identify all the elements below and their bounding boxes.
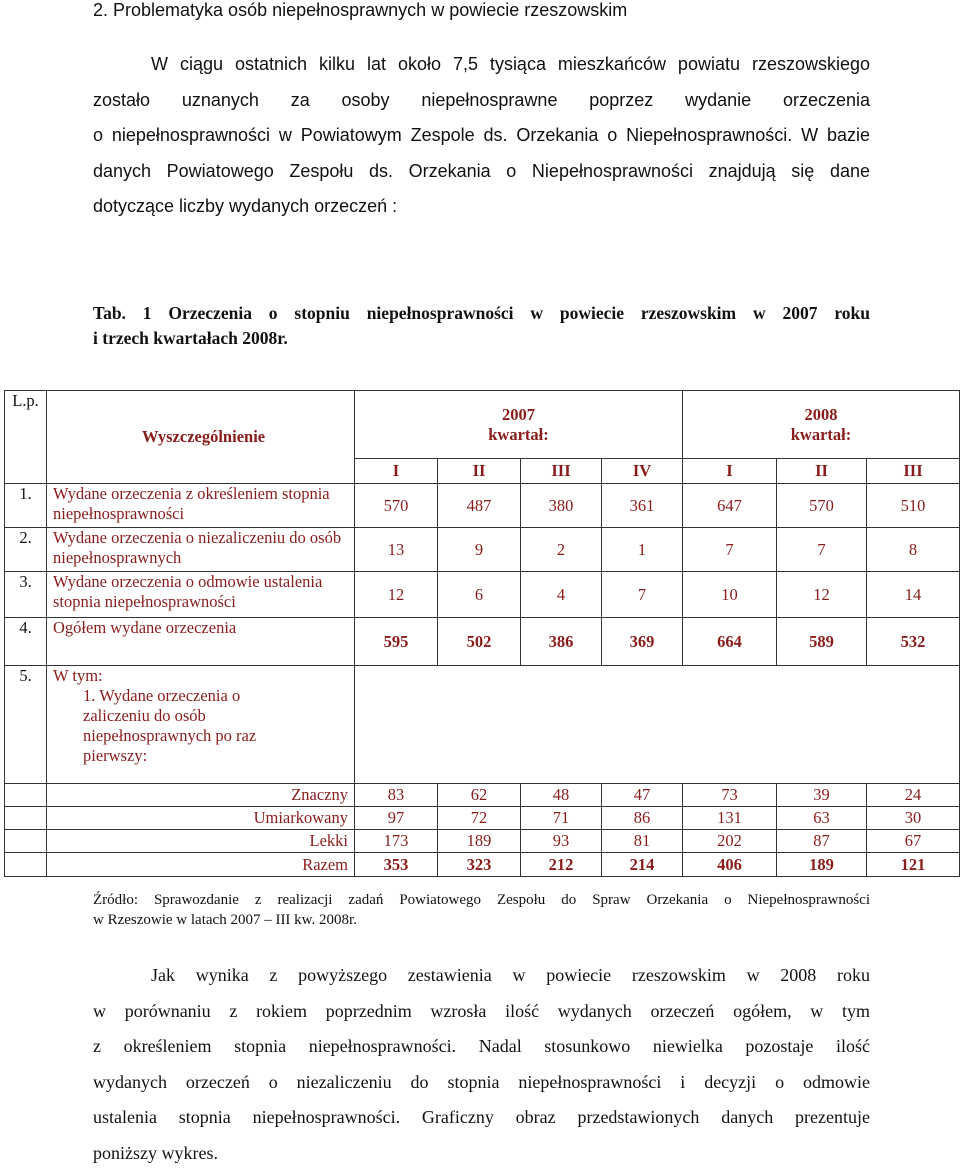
table-cell: 81 <box>602 830 683 853</box>
table-cell: 10 <box>683 572 777 618</box>
row-lp: 4. <box>5 618 47 666</box>
quarter-header: III <box>867 459 960 484</box>
table-cell: 72 <box>438 807 521 830</box>
section-heading: 2. Problematyka osób niepełnosprawnych w powiecie rzeszowskim <box>93 0 627 21</box>
quarter-header: IV <box>602 459 683 484</box>
empty-cell <box>5 784 47 807</box>
intro-line: o niepełnosprawności w Powiatowym Zespole ds. Orzekania o Niepełnosprawności. W bazie <box>93 118 870 154</box>
year-2008-header <box>683 391 960 459</box>
row-lp: 3. <box>5 572 47 618</box>
table-row <box>5 572 960 618</box>
table-cell: 386 <box>521 618 602 666</box>
kwartal-label-2008: kwartał: <box>689 425 953 445</box>
table-row <box>5 528 960 572</box>
table-cell: 589 <box>777 618 867 666</box>
kwartal-label-2007: kwartał: <box>361 425 676 445</box>
row-label <box>47 666 355 784</box>
caption-line: i trzech kwartałach 2008r. <box>93 326 870 351</box>
table-cell: 12 <box>777 572 867 618</box>
table-cell: 12 <box>355 572 438 618</box>
conclusion-line: wydanych orzeczeń o niezaliczeniu do stopnia niepełnosprawności i decyzji o odmowie <box>93 1065 870 1101</box>
table-cell: 87 <box>777 830 867 853</box>
conclusion-line: ustalenia stopnia niepełnosprawności. Graficzny obraz przedstawionych danych prezentuje <box>93 1100 870 1136</box>
table-cell: 83 <box>355 784 438 807</box>
table-cell: 7 <box>602 572 683 618</box>
table-cell: 8 <box>867 528 960 572</box>
row-label: Razem <box>47 853 355 877</box>
quarter-header: II <box>777 459 867 484</box>
row5-label: W tym: <box>53 666 348 686</box>
year-2008-label: 2008 <box>689 405 953 425</box>
table-cell: 24 <box>867 784 960 807</box>
source-note <box>93 890 870 930</box>
row-lp: 1. <box>5 484 47 528</box>
year-2007-header <box>355 391 683 459</box>
table-row <box>5 807 960 830</box>
row-label: Wydane orzeczenia z określeniem stopnia niepełnosprawności <box>47 484 355 528</box>
table-cell: 86 <box>602 807 683 830</box>
table-cell: 73 <box>683 784 777 807</box>
table-cell: 4 <box>521 572 602 618</box>
table-cell: 510 <box>867 484 960 528</box>
intro-line: W ciągu ostatnich kilku lat około 7,5 tysiąca mieszkańców powiatu rzeszowskiego <box>93 47 870 83</box>
conclusion-line: Jak wynika z powyższego zestawienia w powiecie rzeszowskim w 2008 roku <box>93 958 870 994</box>
empty-cell <box>5 853 47 877</box>
row-lp: 2. <box>5 528 47 572</box>
source-line: w Rzeszowie w latach 2007 – III kw. 2008r. <box>93 910 870 930</box>
table-cell: 189 <box>777 853 867 877</box>
intro-paragraph <box>93 47 870 225</box>
row-label: Znaczny <box>47 784 355 807</box>
table-row <box>5 830 960 853</box>
table-cell: 93 <box>521 830 602 853</box>
row5-sub-label: 1. Wydane orzeczenia o zaliczeniu do osób niepełnosprawnych po raz pierwszy: <box>53 686 348 766</box>
conclusion-line: z określeniem stopnia niepełnosprawności. Nadal stosunkowo niewielka pozostaje ilość <box>93 1029 870 1065</box>
row-label: Ogółem wydane orzeczenia <box>47 618 355 666</box>
table-cell: 369 <box>602 618 683 666</box>
quarter-header: II <box>438 459 521 484</box>
table-cell: 323 <box>438 853 521 877</box>
table-cell: 532 <box>867 618 960 666</box>
statistics-table <box>4 390 959 874</box>
row-lp: 5. <box>5 666 47 784</box>
table-cell: 7 <box>777 528 867 572</box>
row-label: Wydane orzeczenia o odmowie ustalenia stopnia niepełnosprawności <box>47 572 355 618</box>
table-row <box>5 618 960 666</box>
table-cell: 14 <box>867 572 960 618</box>
table-row <box>5 853 960 877</box>
row-label: Wydane orzeczenia o niezaliczeniu do osób niepełnosprawnych <box>47 528 355 572</box>
caption-line: Tab. 1 Orzeczenia o stopniu niepełnosprawności w powiecie rzeszowskim w 2007 roku <box>93 301 870 326</box>
table-cell: 67 <box>867 830 960 853</box>
intro-line: zostało uznanych za osoby niepełnosprawne poprzez wydanie orzeczenia <box>93 83 870 119</box>
table-cell: 502 <box>438 618 521 666</box>
table-cell: 353 <box>355 853 438 877</box>
table-cell: 71 <box>521 807 602 830</box>
row-label: Umiarkowany <box>47 807 355 830</box>
row-label: Lekki <box>47 830 355 853</box>
table-cell: 121 <box>867 853 960 877</box>
intro-line: danych Powiatowego Zespołu ds. Orzekania o Niepełnosprawności znajdują się dane <box>93 154 870 190</box>
conclusion-paragraph <box>93 958 870 1171</box>
table-cell: 2 <box>521 528 602 572</box>
table-cell: 647 <box>683 484 777 528</box>
table-cell: 487 <box>438 484 521 528</box>
table-cell: 361 <box>602 484 683 528</box>
table-cell: 48 <box>521 784 602 807</box>
year-2007-label: 2007 <box>361 405 676 425</box>
table-cell: 9 <box>438 528 521 572</box>
table-row <box>5 666 960 784</box>
table-cell: 39 <box>777 784 867 807</box>
table-cell: 664 <box>683 618 777 666</box>
table-cell: 97 <box>355 807 438 830</box>
empty-cell <box>5 807 47 830</box>
quarter-header: I <box>355 459 438 484</box>
table-row <box>5 784 960 807</box>
table-cell: 47 <box>602 784 683 807</box>
table-cell: 212 <box>521 853 602 877</box>
quarter-header: III <box>521 459 602 484</box>
table-cell: 13 <box>355 528 438 572</box>
source-line: Źródło: Sprawozdanie z realizacji zadań Powiatowego Zespołu do Spraw Orzekania o Niepełnosprawności <box>93 890 870 910</box>
table-cell: 214 <box>602 853 683 877</box>
empty-cell <box>5 830 47 853</box>
table-cell: 1 <box>602 528 683 572</box>
empty-cell <box>355 666 960 784</box>
intro-line: dotyczące liczby wydanych orzeczeń : <box>93 189 870 225</box>
quarter-header: I <box>683 459 777 484</box>
table-cell: 202 <box>683 830 777 853</box>
table-cell: 30 <box>867 807 960 830</box>
table-cell: 6 <box>438 572 521 618</box>
table-cell: 63 <box>777 807 867 830</box>
conclusion-line: w porównaniu z rokiem poprzednim wzrosła ilość wydanych orzeczeń ogółem, w tym <box>93 994 870 1030</box>
table-cell: 406 <box>683 853 777 877</box>
table-cell: 62 <box>438 784 521 807</box>
table-cell: 570 <box>355 484 438 528</box>
table-cell: 380 <box>521 484 602 528</box>
lp-header: L.p. <box>5 391 47 484</box>
table-cell: 173 <box>355 830 438 853</box>
table-caption <box>93 301 870 351</box>
table-row <box>5 484 960 528</box>
description-header: Wyszczególnienie <box>47 391 355 484</box>
table-cell: 570 <box>777 484 867 528</box>
table-cell: 595 <box>355 618 438 666</box>
table-cell: 131 <box>683 807 777 830</box>
table-cell: 189 <box>438 830 521 853</box>
table-cell: 7 <box>683 528 777 572</box>
conclusion-line: poniższy wykres. <box>93 1136 870 1171</box>
